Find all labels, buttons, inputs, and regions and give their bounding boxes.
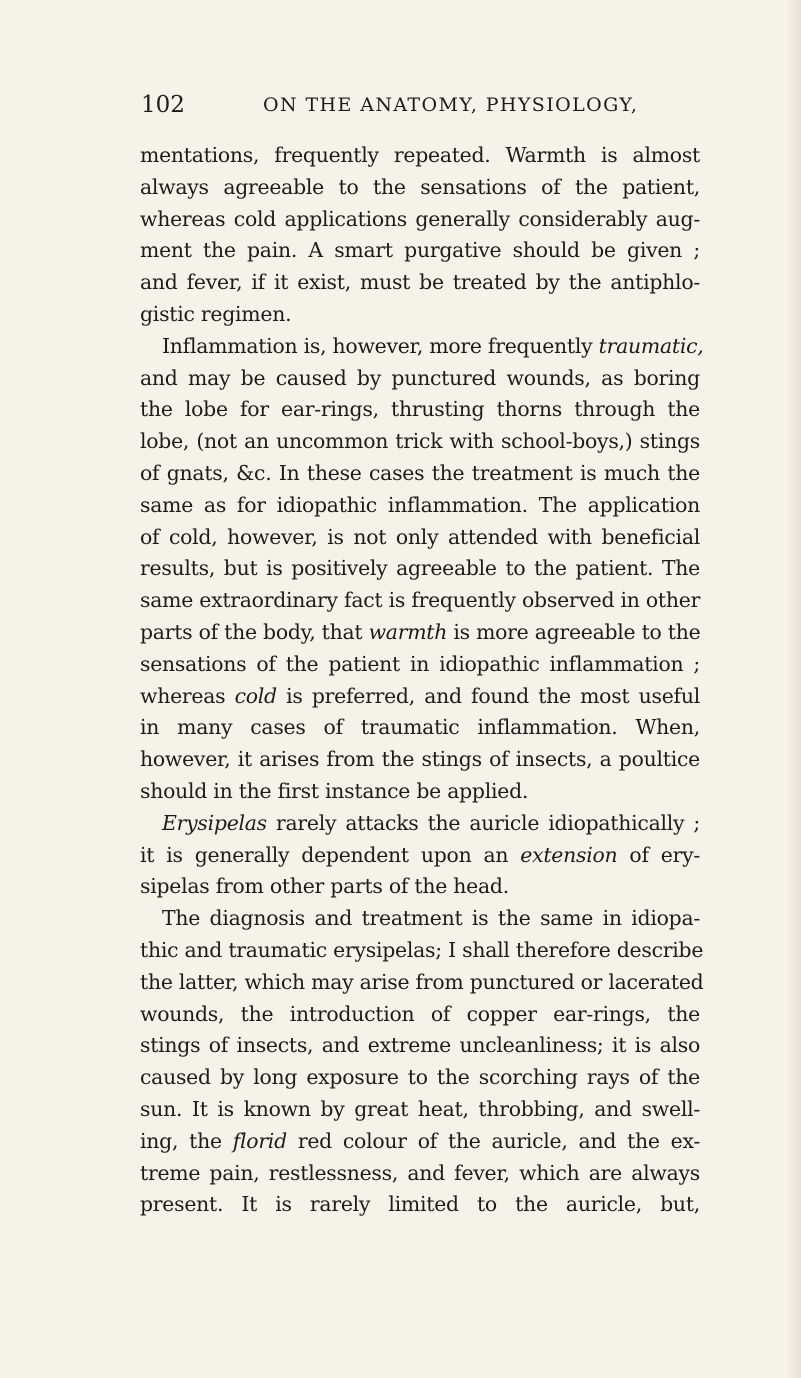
text-line: [140, 553, 700, 585]
text-run: same as for idiopathic inflammation. The application: [140, 492, 700, 517]
text-run: wounds, the introduction of copper ear-rings, the: [140, 1001, 700, 1026]
text-run: same extraordinary fact is frequently observed in other: [140, 588, 701, 613]
text-line: [140, 172, 700, 204]
text-line: [140, 1126, 700, 1158]
text-run: red colour of the auricle, and the ex-: [286, 1128, 700, 1153]
text-run: should in the first instance be applied.: [140, 778, 529, 803]
text-run: sun. It is known by great heat, throbbing, and swell-: [140, 1096, 700, 1121]
text-line: [140, 967, 704, 999]
text-line: [140, 363, 700, 395]
text-run: parts of the body, that: [140, 619, 369, 644]
text-run: ing, the: [140, 1128, 233, 1153]
italic-text: cold: [234, 683, 277, 708]
text-line: [140, 935, 704, 967]
text-line: [140, 1062, 700, 1094]
text-line: [140, 617, 700, 649]
body-text: [140, 140, 704, 1221]
text-run: in many cases of traumatic inflammation. When,: [140, 715, 700, 740]
italic-text: extension: [520, 842, 618, 867]
text-run: thic and traumatic erysipelas; I shall therefore describe: [140, 937, 704, 962]
text-run: Inflammation is, however, more frequently: [162, 333, 599, 358]
text-line: [140, 1030, 700, 1062]
italic-text: florid: [232, 1128, 287, 1153]
text-line: [140, 522, 700, 554]
text-line: [140, 744, 700, 776]
text-run: stings of insects, and extreme uncleanliness; it is also: [140, 1033, 700, 1058]
text-run: sensations of the patient in idiopathic inflammation ;: [140, 651, 700, 676]
text-line: [140, 999, 700, 1031]
text-line: [140, 331, 704, 363]
text-run: however, it arises from the stings of insects, a poultice: [140, 747, 700, 772]
italic-text: traumatic,: [598, 333, 704, 358]
text-run: present. It is rarely limited to the auricle, but,: [140, 1192, 700, 1217]
text-line: [140, 490, 700, 522]
text-line: [140, 204, 700, 236]
page-edge-shadow: [787, 0, 801, 1378]
text-run: mentations, frequently repeated. Warmth is almost: [140, 143, 700, 167]
text-line: [140, 712, 700, 744]
text-run: treme pain, restlessness, and fever, which are always: [140, 1160, 700, 1185]
text-run: and may be caused by punctured wounds, as boring: [140, 365, 700, 390]
text-run: always agreeable to the sensations of the patient,: [140, 174, 700, 199]
text-line: [140, 649, 700, 681]
text-line: [140, 426, 700, 458]
text-line: [140, 903, 700, 935]
text-line: [140, 1158, 700, 1190]
text-run: caused by long exposure to the scorching rays of the: [140, 1065, 700, 1090]
text-line: [140, 235, 700, 267]
text-run: whereas cold applications generally considerably aug-: [140, 206, 700, 231]
running-head: ON THE ANATOMY, PHYSIOLOGY,: [263, 94, 639, 116]
text-line: [140, 140, 700, 172]
text-run: results, but is positively agreeable to the patient. The: [140, 556, 700, 581]
page-header: [141, 88, 701, 122]
text-run: ment the pain. A smart purgative should be given ;: [140, 238, 700, 263]
text-line: [140, 1189, 700, 1221]
text-line: [140, 871, 700, 903]
text-run: whereas: [140, 683, 235, 708]
text-line: [140, 776, 700, 808]
text-line: [140, 585, 700, 617]
text-run: gistic regimen.: [140, 301, 292, 326]
text-run: the lobe for ear-rings, thrusting thorns through the: [140, 397, 700, 422]
text-line: [140, 681, 700, 713]
text-line: [140, 394, 700, 426]
text-run: is preferred, and found the most useful: [276, 683, 700, 708]
text-line: [140, 299, 700, 331]
text-run: it is generally dependent upon an: [140, 842, 521, 867]
text-run: of gnats, &c. In these cases the treatment is much the: [140, 460, 700, 485]
text-run: sipelas from other parts of the head.: [140, 874, 509, 899]
text-line: [140, 458, 700, 490]
text-run: The diagnosis and treatment is the same in idiopa-: [162, 906, 700, 931]
italic-text: warmth: [368, 619, 448, 644]
text-run: rarely attacks the auricle idiopathically ;: [266, 810, 700, 835]
text-run: of ery-: [617, 842, 700, 867]
text-line: [140, 840, 700, 872]
text-line: [140, 808, 700, 840]
text-run: of cold, however, is not only attended with beneficial: [140, 524, 700, 549]
text-line: [140, 267, 700, 299]
text-run: and fever, if it exist, must be treated by the antiphlo-: [140, 270, 700, 295]
text-run: is more agreeable to the: [447, 619, 701, 644]
text-run: the latter, which may arise from punctured or lacerated: [140, 969, 704, 994]
italic-text: Erysipelas: [162, 810, 267, 835]
page-number: 102: [141, 92, 185, 118]
text-run: lobe, (not an uncommon trick with school-boys,) stings: [140, 429, 700, 454]
text-line: [140, 1094, 700, 1126]
